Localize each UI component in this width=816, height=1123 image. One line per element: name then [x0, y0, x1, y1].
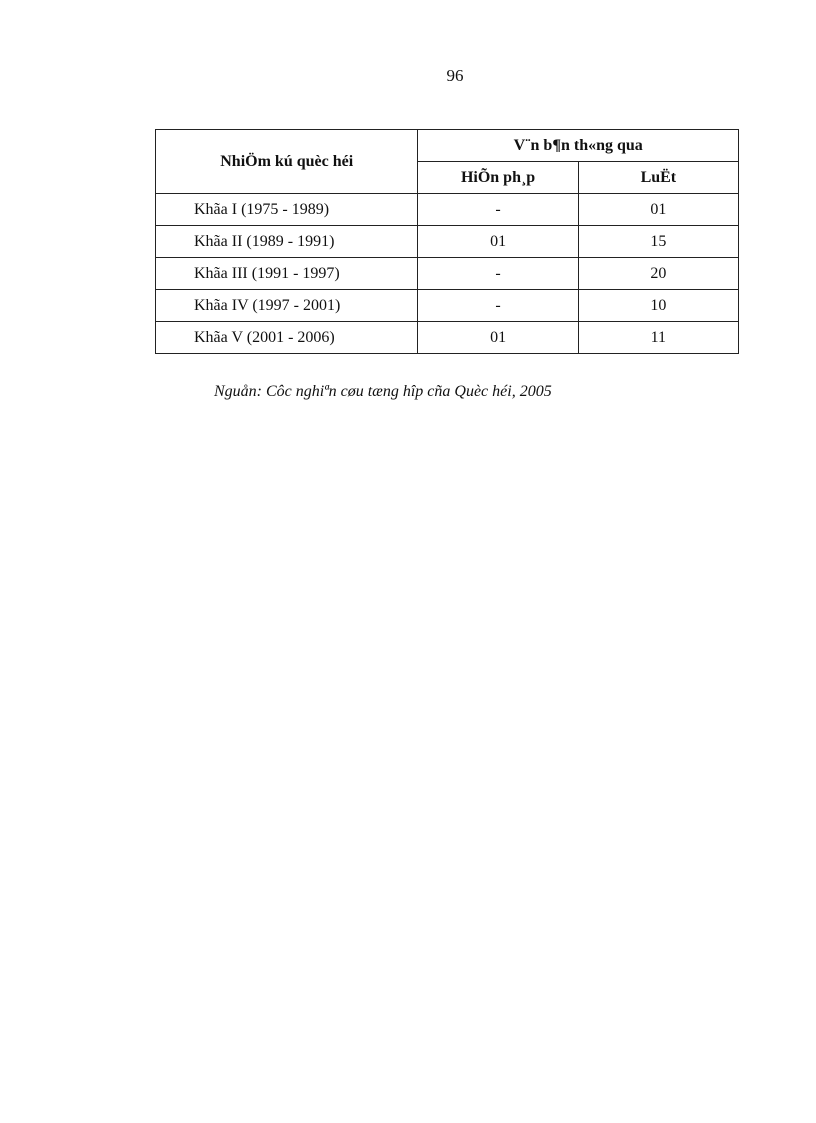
constitution-cell: -: [418, 258, 578, 290]
table-row: [156, 290, 739, 322]
source-note: Nguån: Côc nghiªn cøu tæng hîp cña Quèc héi, 2005: [214, 383, 552, 400]
constitution-cell: 01: [418, 322, 578, 354]
table-row: [156, 322, 739, 354]
header-term: NhiÖm kú quèc héi: [156, 130, 418, 194]
table-row: [156, 194, 739, 226]
header-documents-passed: V¨n b¶n th«ng qua: [418, 130, 739, 162]
term-cell: Khãa IV (1997 - 2001): [156, 290, 418, 322]
law-cell: 10: [578, 290, 738, 322]
constitution-cell: -: [418, 290, 578, 322]
page-number: 96: [446, 66, 464, 85]
header-constitution: HiÕn ph¸p: [418, 162, 578, 194]
constitution-cell: 01: [418, 226, 578, 258]
legislative-terms-table: [155, 129, 739, 354]
law-cell: 15: [578, 226, 738, 258]
term-cell: Khãa II (1989 - 1991): [156, 226, 418, 258]
header-law: LuËt: [578, 162, 738, 194]
law-cell: 11: [578, 322, 738, 354]
term-cell: Khãa I (1975 - 1989): [156, 194, 418, 226]
constitution-cell: -: [418, 194, 578, 226]
term-cell: Khãa III (1991 - 1997): [156, 258, 418, 290]
law-cell: 20: [578, 258, 738, 290]
table-row: [156, 226, 739, 258]
table-row: [156, 258, 739, 290]
term-cell: Khãa V (2001 - 2006): [156, 322, 418, 354]
law-cell: 01: [578, 194, 738, 226]
table-header-row: [156, 130, 739, 162]
